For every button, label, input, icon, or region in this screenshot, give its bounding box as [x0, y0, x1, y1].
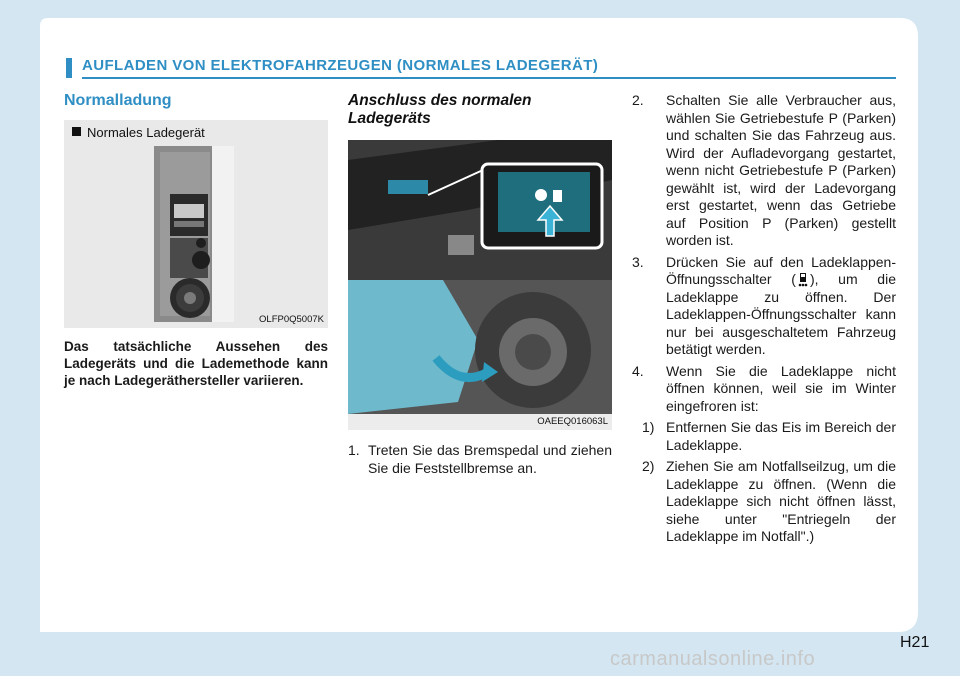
step-1-number: 1.: [348, 442, 360, 458]
charger-illustration: [64, 120, 328, 328]
section-title: AUFLADEN VON ELEKTROFAHRZEUGEN (NORMALES LADEGERÄT): [82, 57, 599, 74]
step-1-text: Treten Sie das Bremspedal und ziehen Sie die Feststellbremse an.: [368, 442, 612, 476]
charger-note: Das tatsächliche Aussehen des Ladegeräts und die Lademethode kann je nach Ladegeräthersteller variieren.: [64, 339, 328, 388]
substep-2: [632, 458, 896, 546]
substep-1-text: Entfernen Sie das Eis im Bereich der Ladeklappe.: [666, 419, 896, 453]
middle-column: [348, 92, 612, 477]
charge-door-illustration: [348, 140, 612, 430]
step-2-number: 2.: [632, 92, 644, 108]
header-accent-bar: [66, 58, 72, 78]
charger-figure: [64, 120, 328, 328]
substep-2-text: Ziehen Sie am Notfallseilzug, um die Ladeklappe zu öffnen. (Wenn die Ladeklappe sich nicht öffnen lässt, siehe unter "Entriegeln der Ladeklappe im Notfall".): [666, 458, 896, 544]
normal-charging-heading: Normalladung: [64, 92, 172, 109]
figure-caption-text: Normales Ladegerät: [87, 125, 205, 140]
step-1: [348, 442, 612, 477]
step-4: [632, 363, 896, 416]
charge-door-photos: [348, 140, 612, 430]
substep-1-number: 1): [642, 419, 655, 435]
page-number: H21: [900, 634, 930, 651]
step-2: [632, 92, 896, 250]
step-3-text-before: Drücken Sie auf den Ladeklappen-Öffnungsschalter (: [666, 253, 896, 287]
right-column: [632, 92, 896, 548]
step-4-text: Wenn Sie die Ladeklappe nicht öffnen können, weil sie im Winter eingefroren ist:: [666, 362, 896, 414]
step-3-number: 3.: [632, 253, 644, 270]
substep-2-number: 2): [642, 458, 655, 474]
step-3: [632, 254, 896, 359]
step-4-number: 4.: [632, 362, 644, 379]
figure-code-2: OAEEQ016063L: [537, 416, 608, 427]
header-rule: [82, 77, 896, 79]
connect-charger-heading: Anschluss des normalen Ladegeräts: [348, 92, 532, 127]
charge-door-switch-icon: [796, 271, 810, 287]
step-3-text-after: ), um die Ladeklappe zu öffnen. Der Ladeklappen-Öffnungsschalter kann nur bei ausgeschaltetem Fahrzeug betätigt werden.: [666, 271, 896, 357]
figure-code: OLFP0Q5007K: [259, 314, 324, 325]
watermark: carmanualsonline.info: [610, 648, 816, 670]
step-2-text: Schalten Sie alle Verbraucher aus, wählen Sie Getriebestufe P (Parken) und schalten Sie das Fahrzeug aus. Wird der Aufladevorgang gestartet, wenn nicht Getriebestufe P (Parken) gewählt ist, wird der Ladevorgang erst gestartet, wenn das Getriebe auf Position P (Parken) gestellt worden ist.: [666, 92, 896, 248]
left-column: [64, 92, 328, 389]
substep-1: [632, 419, 896, 454]
